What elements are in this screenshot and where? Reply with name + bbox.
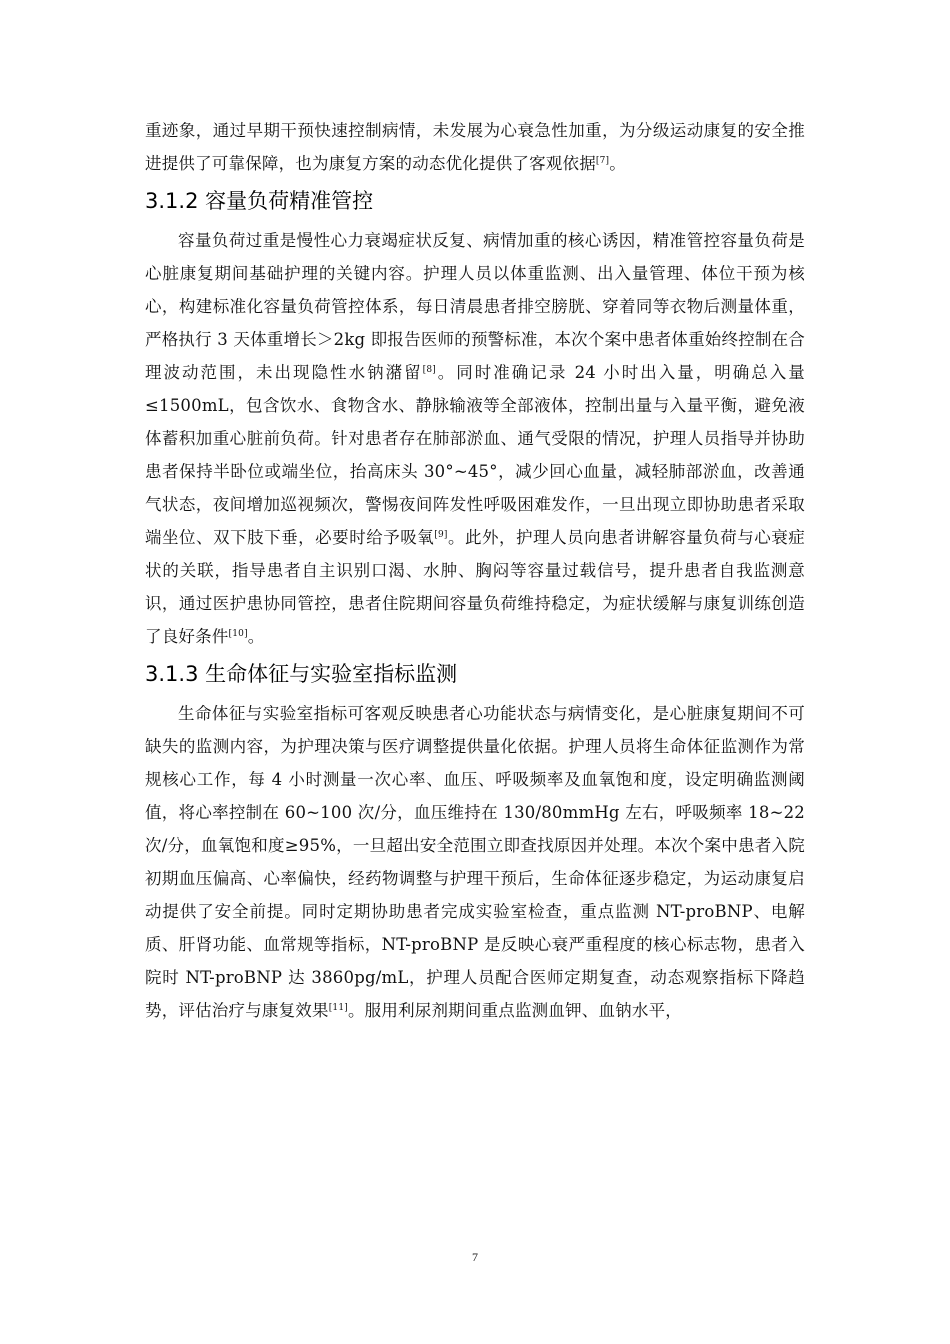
paragraph-vital-signs: [145, 697, 805, 1027]
paragraph-text: 生命体征与实验室指标可客观反映患者心功能状态与病情变化，是心脏康复期间不可缺失的监测内容，为护理决策与医疗调整提供量化依据。护理人员将生命体征监测作为常规核心工作，每 4 小时测量一次心率、血压、呼吸频率及血氧饱和度，设定明确监测阈值，将心率控制在 60~100 次/分，血压维持在 130/80mmHg 左右，呼吸频率 18~22 次/分，血氧饱和度≥95%，一旦超出安全范围立即查找原因并处理。本次个案中患者入院初期血压偏高、心率偏快，经药物调整与护理干预后，生命体征逐步稳定，为运动康复启动提供了安全前提。同时定期协助患者完成实验室检查，重点监测 NT-proBNP、电解质、肝肾功能、血常规等指标，NT-proBNP 是反映心衰严重程度的核心标志物，患者入院时 NT-proBNP 达 3860pg/mL，护理人员配合医师定期复查，动态观察指标下降趋势，评估治疗与康复效果: [145, 704, 805, 1020]
citation-ref: [10]: [228, 629, 248, 639]
citation-ref: [11]: [328, 1003, 348, 1013]
paragraph-text: 。同时准确记录 24 小时出入量，明确总入量≤1500mL，包含饮水、食物含水、静脉输液等全部液体，控制出量与入量平衡，避免液体蓄积加重心脏前负荷。针对患者存在肺部淤血、通气受限的情况，护理人员指导并协助患者保持半卧位或端坐位，抬高床头 30°~45°，减少回心血量，减轻肺部淤血，改善通气状态，夜间增加巡视频次，警惕夜间阵发性呼吸困难发作，一旦出现立即协助患者采取端坐位、双下肢下垂，必要时给予吸氧: [145, 363, 805, 547]
paragraph-text: 。: [609, 154, 626, 173]
section-heading-3-1-2: 3.1.2 容量负荷精准管控: [145, 189, 374, 213]
page-number: 7: [472, 1250, 478, 1264]
citation-ref: [9]: [434, 530, 448, 540]
paragraph-continued: [145, 114, 805, 180]
citation-ref: [8]: [422, 365, 436, 375]
citation-ref: [7]: [595, 156, 610, 166]
paragraph-text: 容量负荷过重是慢性心力衰竭症状反复、病情加重的核心诱因，精准管控容量负荷是心脏康复期间基础护理的关键内容。护理人员以体重监测、出入量管理、体位干预为核心，构建标准化容量负荷管控体系，每日清晨患者排空膀胱、穿着同等衣物后测量体重，严格执行 3 天体重增长＞2kg 即报告医师的预警标准，本次个案中患者体重始终控制在合理波动范围，未出现隐性水钠潴留: [145, 231, 805, 382]
paragraph-text: 。此外，护理人员向患者讲解容量负荷与心衰症状的关联，指导患者自主识别口渴、水肿、胸闷等容量过载信号，提升患者自我监测意识，通过医护患协同管控，患者住院期间容量负荷维持稳定，为症状缓解与康复训练创造了良好条件: [145, 528, 806, 646]
paragraph-volume-load: [145, 224, 805, 653]
section-heading-3-1-3: 3.1.3 生命体征与实验室指标监测: [145, 662, 458, 686]
paragraph-text: 。: [247, 627, 265, 646]
page-content: [145, 114, 805, 1027]
paragraph-text: 重迹象，通过早期干预快速控制病情，未发展为心衰急性加重，为分级运动康复的安全推进提供了可靠保障，也为康复方案的动态优化提供了客观依据: [145, 121, 805, 173]
paragraph-text: 。服用利尿剂期间重点监测血钾、血钠水平，: [347, 1001, 682, 1020]
